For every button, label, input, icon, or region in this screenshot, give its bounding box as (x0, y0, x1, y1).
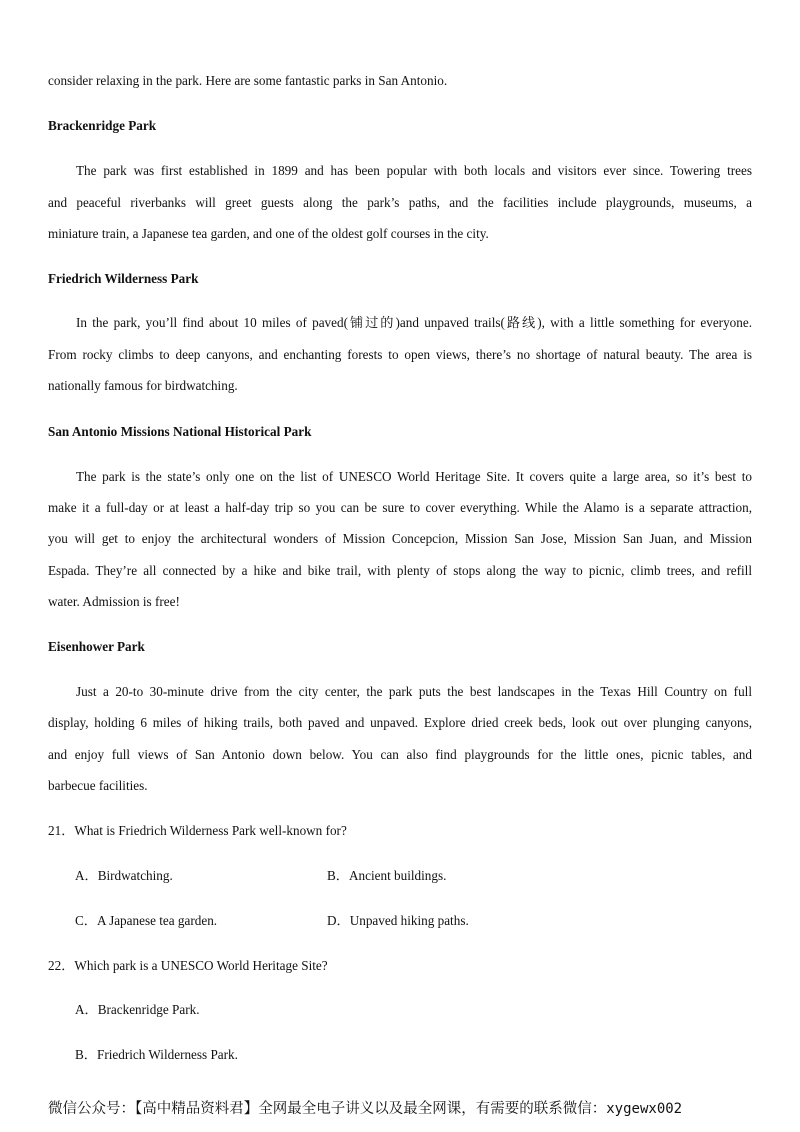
footer-note (48, 1100, 752, 1118)
paragraph-line: Just a 20-to 30-minute drive from the city center, the park puts the best landscapes in the Texas Hill Country on full (76, 684, 752, 699)
paragraph-line: The park is the state’s only one on the list of UNESCO World Heritage Site. It covers quite a large area, so it’s best to (76, 469, 752, 484)
footer-wechat-id: xygewx002 (606, 1101, 683, 1117)
paragraph-line: display, holding 6 miles of hiking trails, both paved and unpaved. Explore dried creek beds, look out over plunging canyons, (48, 715, 752, 730)
question-21-option-a: A．Birdwatching. (75, 868, 173, 883)
intro-line: consider relaxing in the park. Here are some fantastic parks in San Antonio. (48, 73, 448, 88)
paragraph-line: water. Admission is free! (48, 594, 180, 609)
question-22-option-a: A．Brackenridge Park. (75, 1002, 200, 1017)
paragraph-line: miniature train, a Japanese tea garden, and one of the oldest golf courses in the city. (48, 226, 489, 241)
question-21-option-b: B．Ancient buildings. (327, 868, 447, 883)
paragraph-line: and peaceful riverbanks will greet guests along the park’s paths, and the facilities include playgrounds, museums, a (48, 195, 752, 210)
park-title-eisenhower: Eisenhower Park (48, 639, 145, 654)
park-title-friedrich: Friedrich Wilderness Park (48, 271, 199, 286)
paragraph-line: Espada. They’re all connected by a hike and bike trail, with plenty of stops along the way to picnic, climb trees, and refill (48, 563, 752, 578)
question-22-option-b: B．Friedrich Wilderness Park. (75, 1047, 238, 1062)
paragraph-line: nationally famous for birdwatching. (48, 378, 238, 393)
paragraph-line: barbecue facilities. (48, 778, 148, 793)
footer-text: 微信公众号：【高中精品资料君】全网最全电子讲义以及最全网课，有需要的联系微信： (48, 1101, 607, 1117)
question-22-stem: 22．Which park is a UNESCO World Heritage Site? (48, 958, 328, 973)
paragraph-line: make it a full-day or at least a half-day trip so you can be sure to cover everything. While the Alamo is a separate attraction, (48, 500, 752, 515)
question-21-stem: 21．What is Friedrich Wilderness Park well-known for? (48, 823, 347, 838)
question-21-option-c: C．A Japanese tea garden. (75, 913, 218, 928)
park-title-brackenridge: Brackenridge Park (48, 118, 157, 133)
question-21-option-d: D．Unpaved hiking paths. (327, 913, 469, 928)
paragraph-line: you will get to enjoy the architectural wonders of Mission Concepcion, Mission San Jose, Mission San Juan, and Mission (48, 531, 752, 546)
paragraph-line: From rocky climbs to deep canyons, and enchanting forests to open views, there’s no shortage of natural beauty. The area is (48, 347, 752, 362)
paragraph-line: In the park, you’ll find about 10 miles of paved(铺过的)and unpaved trails(路线), with a little something for everyone. (76, 315, 752, 330)
paragraph-line: and enjoy full views of San Antonio down below. You can also find playgrounds for the little ones, picnic tables, and (48, 747, 752, 762)
paragraph-line: The park was first established in 1899 and has been popular with both locals and visitors ever since. Towering trees (76, 163, 752, 178)
park-title-missions: San Antonio Missions National Historical Park (48, 424, 312, 439)
